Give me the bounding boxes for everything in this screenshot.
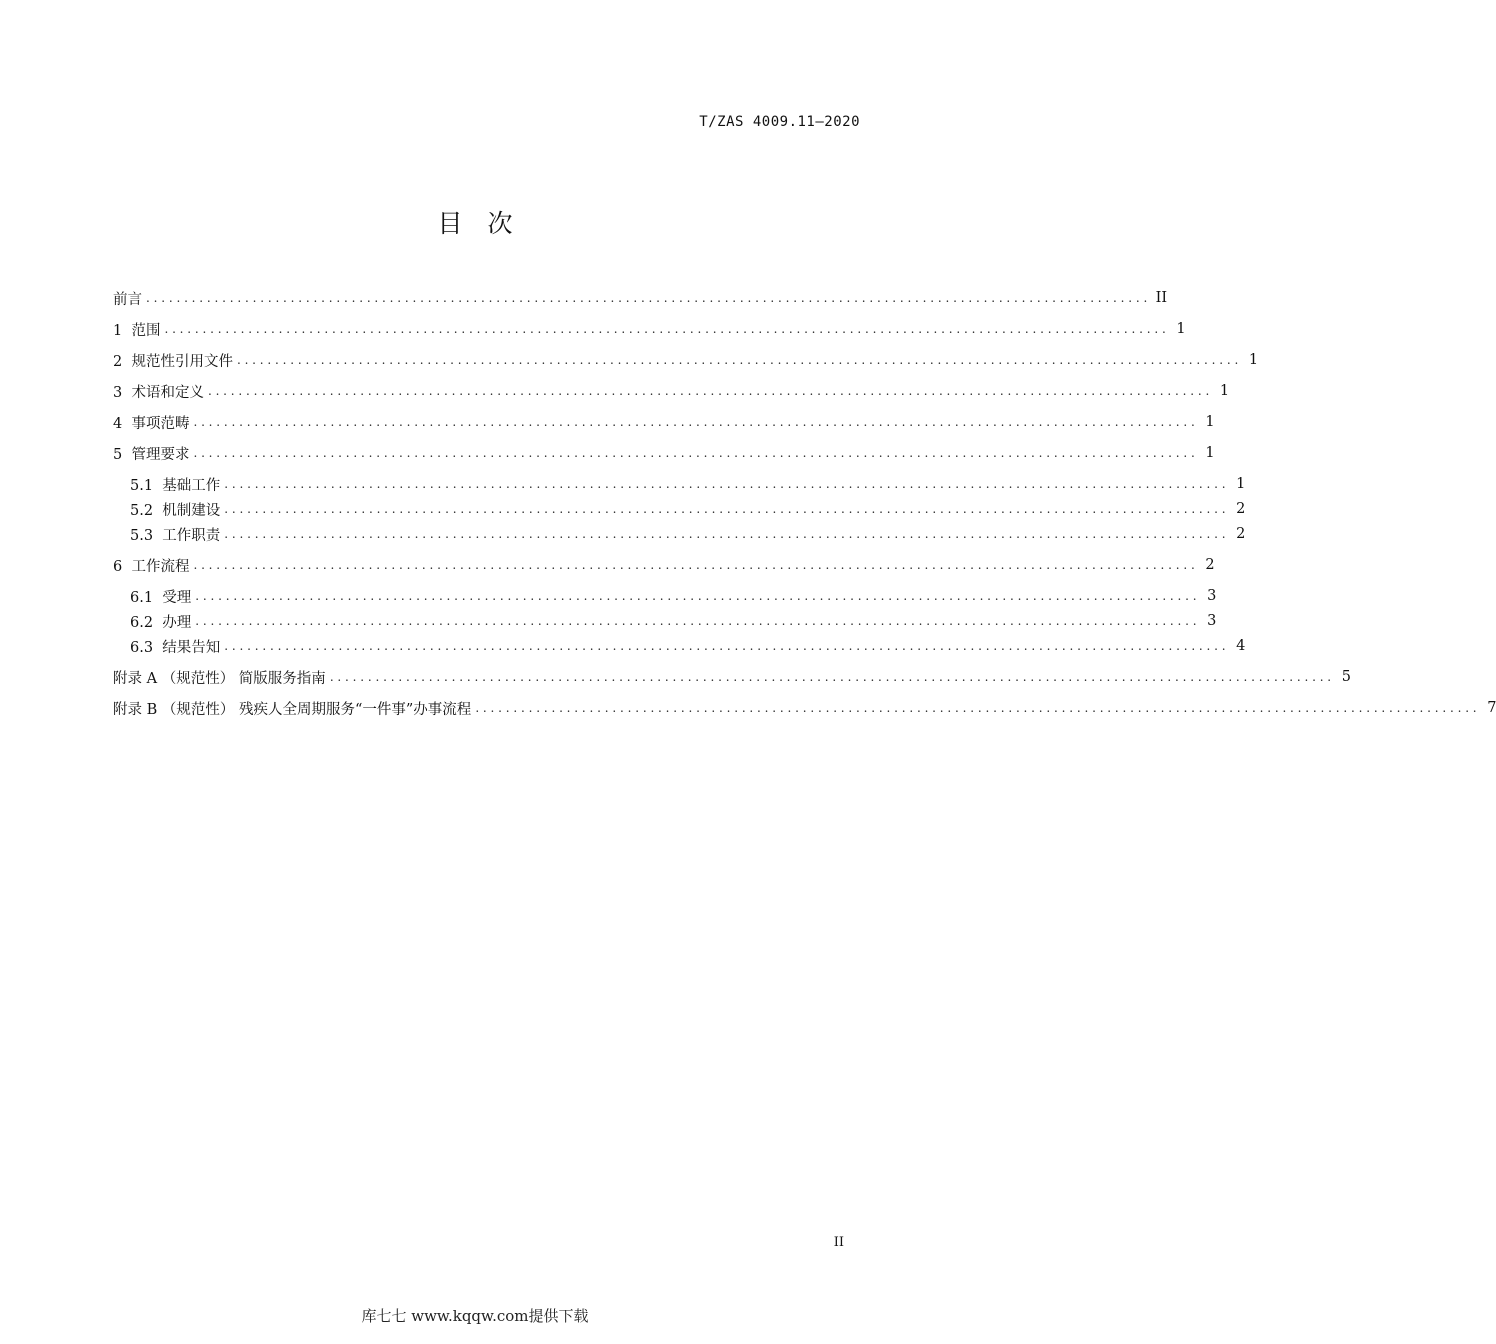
toc-entry[interactable] xyxy=(113,348,1259,372)
toc-leader-dots: .................................................................................................................................... xyxy=(224,527,1230,541)
toc-leader-dots: .................................................................................................................................... xyxy=(475,701,1481,715)
toc-entry-label: 2 规范性引用文件 xyxy=(113,353,233,370)
toc-leader-dots: .................................................................................................................................... xyxy=(207,384,1214,398)
toc-leader-dots: .................................................................................................................................... xyxy=(224,477,1230,491)
toc-entry-label: 6.1 受理 xyxy=(130,589,192,606)
standard-code: T/ZAS 4009.11—2020 xyxy=(699,114,860,130)
toc-leader-dots: .................................................................................................................................... xyxy=(193,415,1199,429)
toc-leader-dots: .................................................................................................................................... xyxy=(146,291,1152,305)
toc-entry-page: 2 xyxy=(1205,557,1215,573)
toc-entry[interactable] xyxy=(113,410,1215,434)
toc-entry-page: 1 xyxy=(1205,445,1215,461)
toc-entry[interactable] xyxy=(130,522,1246,546)
toc-entry[interactable] xyxy=(130,634,1246,658)
toc-leader-dots: .................................................................................................................................... xyxy=(224,639,1230,653)
toc-entry-page: 1 xyxy=(1248,352,1259,368)
toc-entry[interactable] xyxy=(130,472,1246,496)
toc-entry-label: 5.1 基础工作 xyxy=(130,477,221,494)
toc-entry-page: 7 xyxy=(1487,700,1496,716)
toc-entry-label: 1 范围 xyxy=(113,322,161,339)
toc-entry-page: 1 xyxy=(1176,321,1186,337)
toc-entry[interactable] xyxy=(113,379,1230,403)
toc-entry[interactable] xyxy=(113,665,1351,689)
toc-entry-label: 附录 B （规范性） 残疾人全周期服务“一件事”办事流程 xyxy=(113,701,472,718)
toc-entry-label: 5.3 工作职责 xyxy=(130,527,221,544)
toc-entry-label: 4 事项范畴 xyxy=(113,415,190,432)
toc-leader-dots: .................................................................................................................................... xyxy=(224,502,1230,516)
toc-entry-page: 3 xyxy=(1207,613,1217,629)
toc-entry-label: 附录 A （规范性） 简版服务指南 xyxy=(113,670,326,687)
toc-title: 目 次 xyxy=(437,209,513,238)
toc-leader-dots: .................................................................................................................................... xyxy=(195,589,1201,603)
toc-entry-label: 前言 xyxy=(113,291,142,308)
toc-entry-page: II xyxy=(1155,290,1168,306)
toc-entry[interactable] xyxy=(113,696,1496,720)
toc-entry[interactable] xyxy=(113,441,1215,465)
toc-entry-page: 1 xyxy=(1236,476,1246,492)
toc-entry-label: 5 管理要求 xyxy=(113,446,190,463)
toc-leader-dots: .................................................................................................................................... xyxy=(164,322,1170,336)
toc-leader-dots: .................................................................................................................................... xyxy=(193,558,1199,572)
toc-entry-page: 4 xyxy=(1236,638,1246,654)
toc-entry-page: 5 xyxy=(1341,669,1351,685)
toc-entry-label: 3 术语和定义 xyxy=(113,384,204,401)
toc-entry-page: 2 xyxy=(1236,501,1246,517)
toc-entry-label: 5.2 机制建设 xyxy=(130,502,221,519)
toc-leader-dots: .................................................................................................................................... xyxy=(329,670,1335,684)
toc-leader-dots: .................................................................................................................................... xyxy=(195,614,1201,628)
toc-entry[interactable] xyxy=(113,286,1168,310)
toc-entry-page: 1 xyxy=(1205,414,1215,430)
download-watermark: 库七七 www.kqqw.com提供下载 xyxy=(361,1307,589,1325)
toc-entry-page: 1 xyxy=(1219,383,1230,399)
toc-entry-label: 6.3 结果告知 xyxy=(130,639,221,656)
toc-entry-page: 2 xyxy=(1236,526,1246,542)
toc-entry-label: 6.2 办理 xyxy=(130,614,192,631)
toc-leader-dots: .................................................................................................................................... xyxy=(236,353,1243,367)
toc-leader-dots: .................................................................................................................................... xyxy=(193,446,1199,460)
toc-entry[interactable] xyxy=(130,497,1246,521)
toc-entry[interactable] xyxy=(130,609,1217,633)
page-number: II xyxy=(833,1235,844,1250)
toc-entry-label: 6 工作流程 xyxy=(113,558,190,575)
toc-entry[interactable] xyxy=(113,317,1186,341)
toc-entry[interactable] xyxy=(130,584,1217,608)
toc-entry-page: 3 xyxy=(1207,588,1217,604)
toc-entry[interactable] xyxy=(113,553,1215,577)
